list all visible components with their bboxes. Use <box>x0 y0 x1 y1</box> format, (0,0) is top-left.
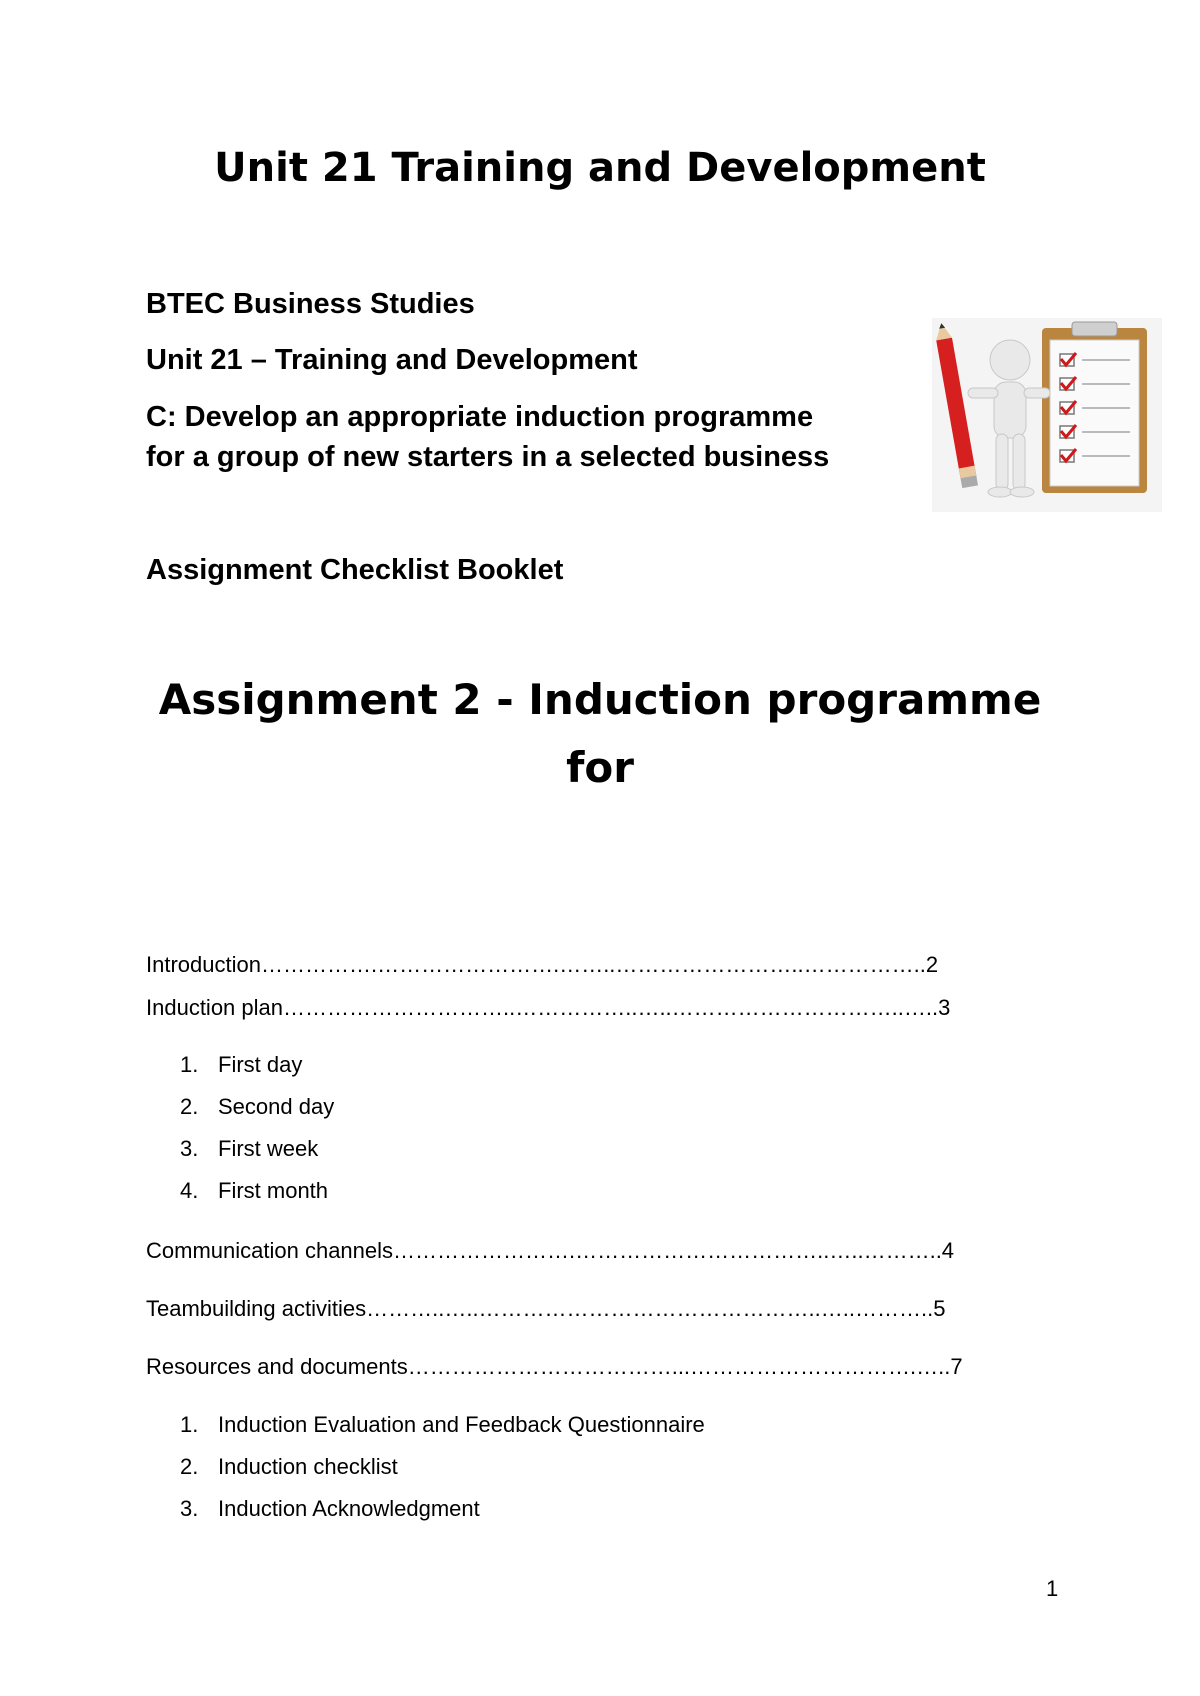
toc-communication-channels: Communication channels…………………….……………………………..…..………..4 <box>146 1238 955 1263</box>
toc-induction-plan: Induction plan…………………………..……………..…..…………………………..…..3 <box>146 995 951 1020</box>
list-item: 1. Induction Evaluation and Feedback Questionnaire <box>180 1412 705 1437</box>
toc-introduction: Introduction…………….…………………….……..……………………..……………..2 <box>146 952 939 977</box>
toc-teambuilding-activities: Teambuilding activities………..…..………………………………………..…..………..5 <box>146 1296 946 1321</box>
list-item-text: Induction Acknowledgment <box>218 1496 480 1521</box>
criterion-line-1: C: Develop an appropriate induction programme <box>146 401 814 433</box>
list-item-text: First day <box>218 1052 303 1077</box>
list-item: 1. First day <box>180 1052 303 1077</box>
list-item: 3. Induction Acknowledgment <box>180 1496 480 1521</box>
list-item: 3. First week <box>180 1136 319 1161</box>
list-item-text: Second day <box>218 1094 335 1119</box>
list-item-text: Induction checklist <box>218 1454 398 1479</box>
list-item-text: Induction Evaluation and Feedback Questionnaire <box>218 1412 705 1437</box>
list-item: 2. Second day <box>180 1094 335 1119</box>
list-item-text: First week <box>218 1136 319 1161</box>
unit-name: Unit 21 – Training and Development <box>146 344 638 376</box>
list-item-text: First month <box>218 1178 329 1203</box>
toc-resources-documents: Resources and documents………………………………...………………………….…..7 <box>146 1354 963 1379</box>
page-number: 1 <box>1046 1576 1059 1601</box>
criterion-text <box>146 397 829 477</box>
course-name: BTEC Business Studies <box>146 288 475 320</box>
list-item: 4. First month <box>180 1178 329 1203</box>
assignment-title-line-1: Assignment 2 - Induction programme <box>158 675 1042 724</box>
booklet-title: Assignment Checklist Booklet <box>146 554 564 586</box>
assignment-title-line-2: for <box>566 743 634 792</box>
figure-with-checklist-icon <box>932 318 1162 512</box>
criterion-line-2: for a group of new starters in a selected business <box>146 441 830 473</box>
document-title: Unit 21 Training and Development <box>214 145 986 191</box>
list-item: 2. Induction checklist <box>180 1454 398 1479</box>
